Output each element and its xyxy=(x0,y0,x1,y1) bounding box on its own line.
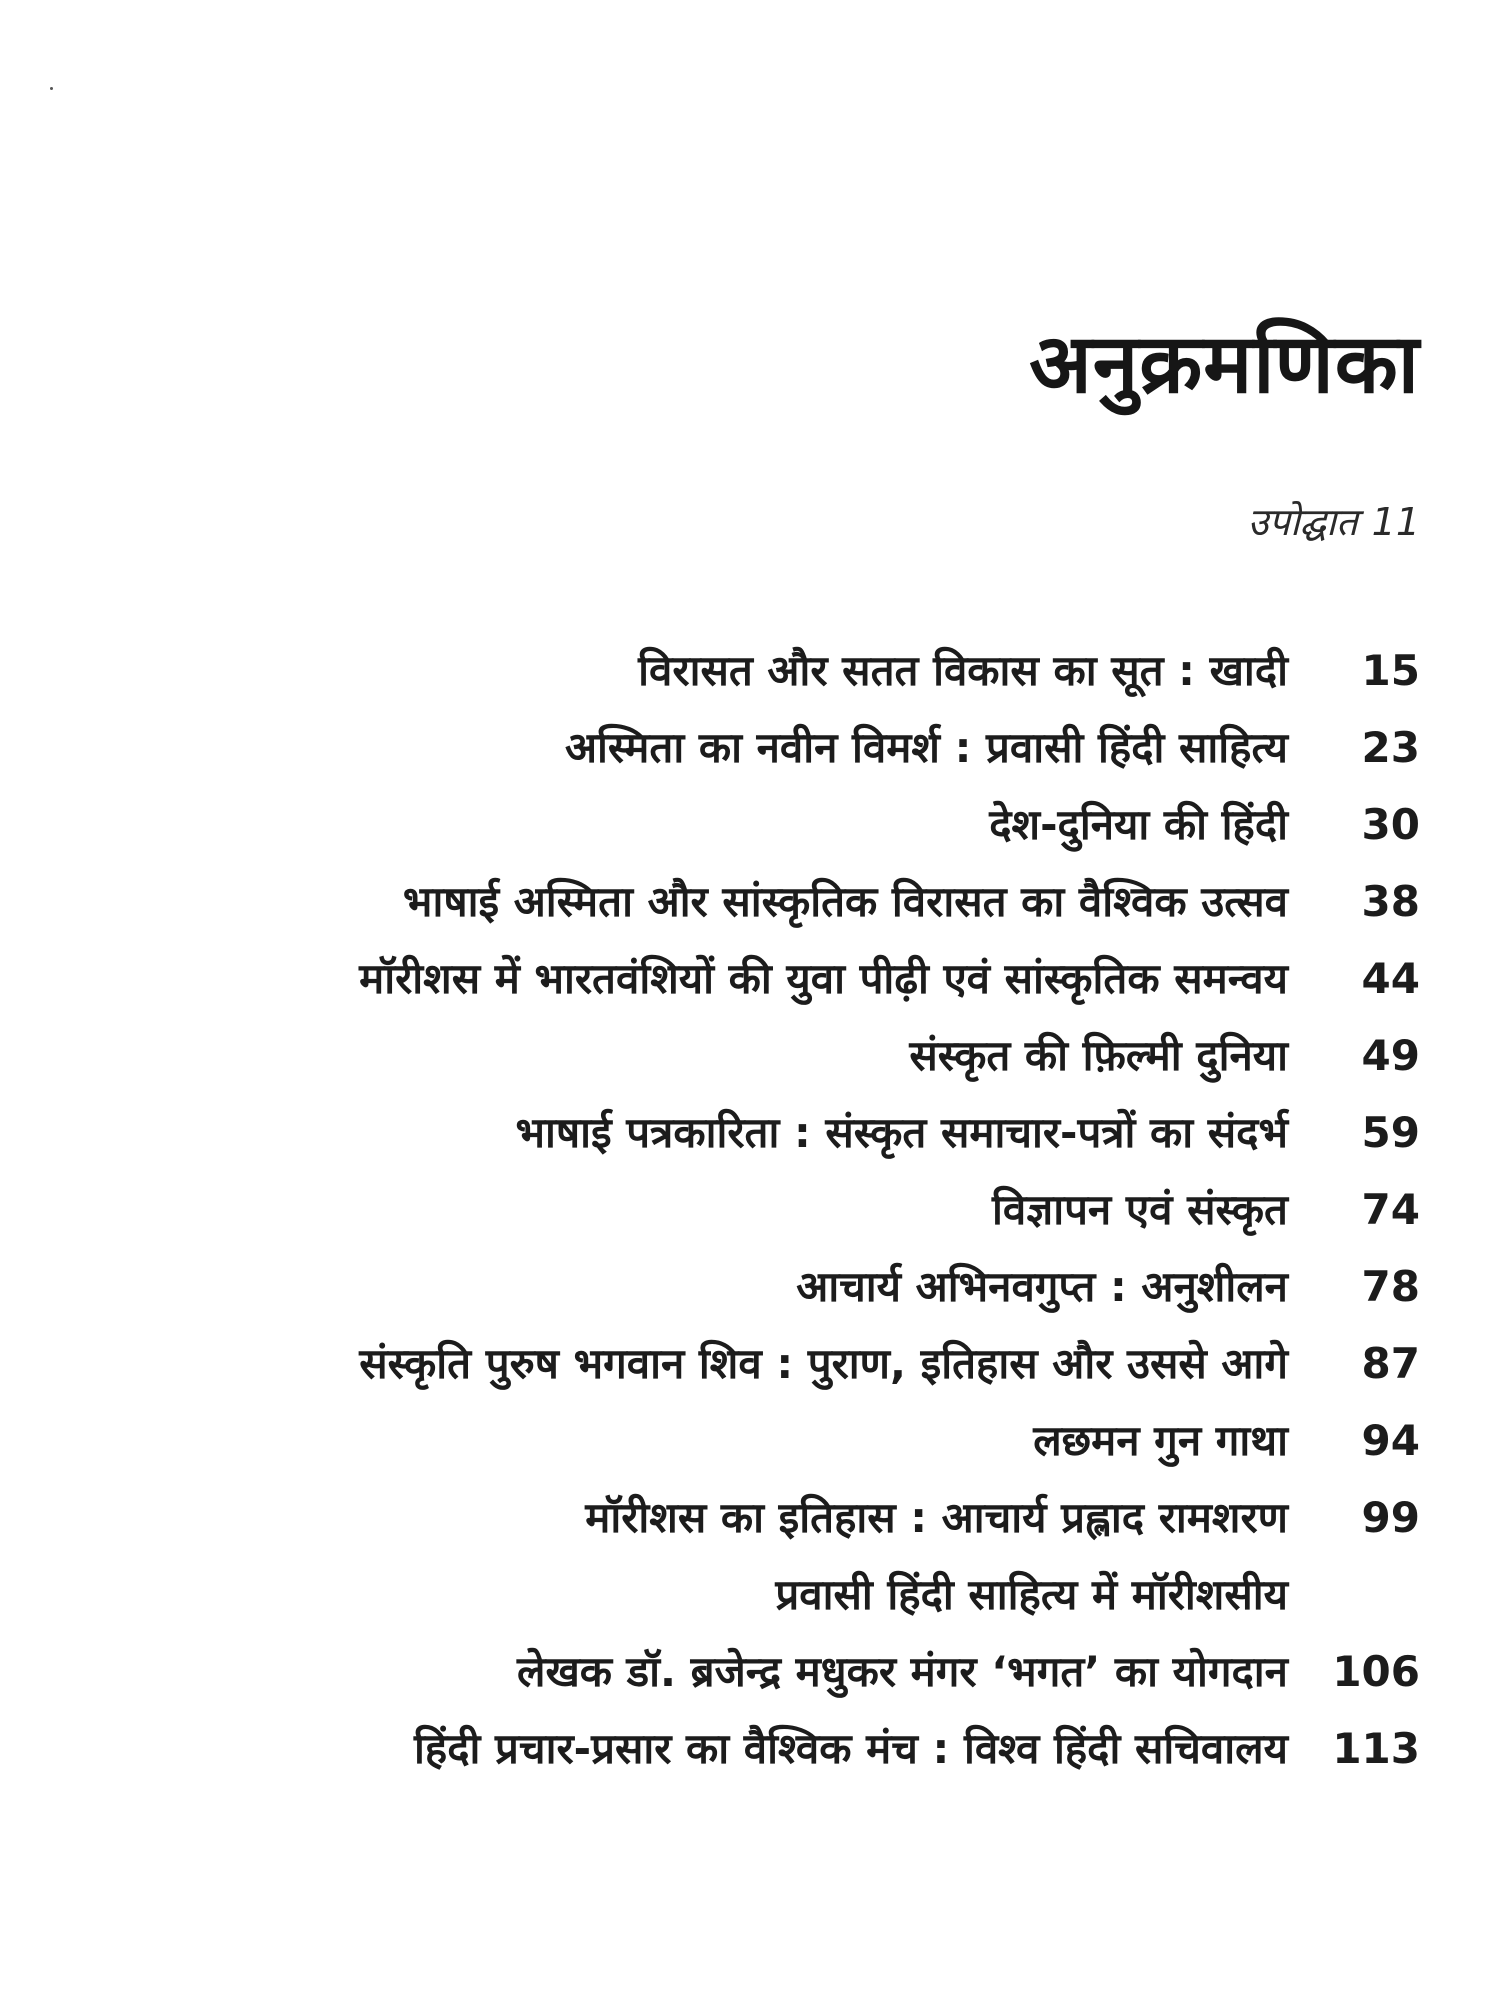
paper-speck xyxy=(50,87,53,90)
toc-entry-title: भाषाई पत्रकारिता : संस्कृत समाचार-पत्रों का संदर्भ xyxy=(515,1108,1288,1157)
toc-row xyxy=(0,1257,1500,1334)
preface-label: उपोद्घात xyxy=(1247,500,1358,544)
toc-entry-page: 59 xyxy=(1361,1108,1420,1157)
toc-entry-page: 99 xyxy=(1361,1493,1420,1542)
toc-entry-title: मॉरीशस का इतिहास : आचार्य प्रह्लाद रामशरण xyxy=(585,1493,1288,1542)
toc-entry-title: संस्कृत की फ़िल्मी दुनिया xyxy=(909,1031,1288,1080)
toc-entry-page: 38 xyxy=(1361,877,1420,926)
toc-entry-title: हिंदी प्रचार-प्रसार का वैश्विक मंच : विश्व हिंदी सचिवालय xyxy=(414,1724,1288,1773)
toc-row xyxy=(0,872,1500,949)
toc-entry-page: 106 xyxy=(1332,1647,1420,1696)
preface-entry xyxy=(1248,495,1420,547)
toc-entry-title: प्रवासी हिंदी साहित्य में मॉरीशसीय xyxy=(775,1570,1288,1619)
toc-entry-page: 49 xyxy=(1361,1031,1420,1080)
toc-row xyxy=(0,1642,1500,1719)
toc-entry-title: लछमन गुन गाथा xyxy=(1033,1416,1288,1465)
toc-entry-title: मॉरीशस में भारतवंशियों की युवा पीढ़ी एवं सांस्कृतिक समन्वय xyxy=(359,954,1288,1003)
toc-row xyxy=(0,718,1500,795)
toc-row xyxy=(0,1180,1500,1257)
toc-entry-title: अस्मिता का नवीन विमर्श : प्रवासी हिंदी साहित्य xyxy=(564,723,1288,772)
toc-row xyxy=(0,1026,1500,1103)
toc-entry-page: 87 xyxy=(1361,1339,1420,1388)
toc-row xyxy=(0,641,1500,718)
toc-entry-page: 78 xyxy=(1361,1262,1420,1311)
page-title: अनुक्रमणिका xyxy=(1029,317,1420,412)
toc-entry-page: 94 xyxy=(1361,1416,1420,1465)
toc-row xyxy=(0,1719,1500,1796)
toc-entry-page: 44 xyxy=(1361,954,1420,1003)
toc-entry-title: लेखक डॉ. ब्रजेन्द्र मधुकर मंगर ‘भगत’ का योगदान xyxy=(516,1647,1288,1696)
toc-row xyxy=(0,1334,1500,1411)
toc-row xyxy=(0,1488,1500,1565)
toc-entry-page: 74 xyxy=(1361,1185,1420,1234)
toc-entry-title: भाषाई अस्मिता और सांस्कृतिक विरासत का वैश्विक उत्सव xyxy=(402,877,1288,926)
toc-row xyxy=(0,1411,1500,1488)
toc-entry-page: 15 xyxy=(1361,646,1420,695)
toc-entry-page: 23 xyxy=(1361,723,1420,772)
toc-entry-page: 113 xyxy=(1332,1724,1420,1773)
toc-entry-title: देश-दुनिया की हिंदी xyxy=(989,800,1288,849)
toc-entry-page: 30 xyxy=(1361,800,1420,849)
preface-page-number: 11 xyxy=(1371,500,1420,544)
toc-row xyxy=(0,1565,1500,1642)
toc-row xyxy=(0,949,1500,1026)
toc-row xyxy=(0,795,1500,872)
toc-entry-title: विरासत और सतत विकास का सूत : खादी xyxy=(638,646,1288,695)
toc-entry-title: आचार्य अभिनवगुप्त : अनुशीलन xyxy=(796,1262,1288,1311)
toc-entry-title: संस्कृति पुरुष भगवान शिव : पुराण, इतिहास और उससे आगे xyxy=(359,1339,1288,1388)
table-of-contents xyxy=(0,641,1500,1796)
toc-entry-title: विज्ञापन एवं संस्कृत xyxy=(992,1185,1288,1234)
toc-row xyxy=(0,1103,1500,1180)
